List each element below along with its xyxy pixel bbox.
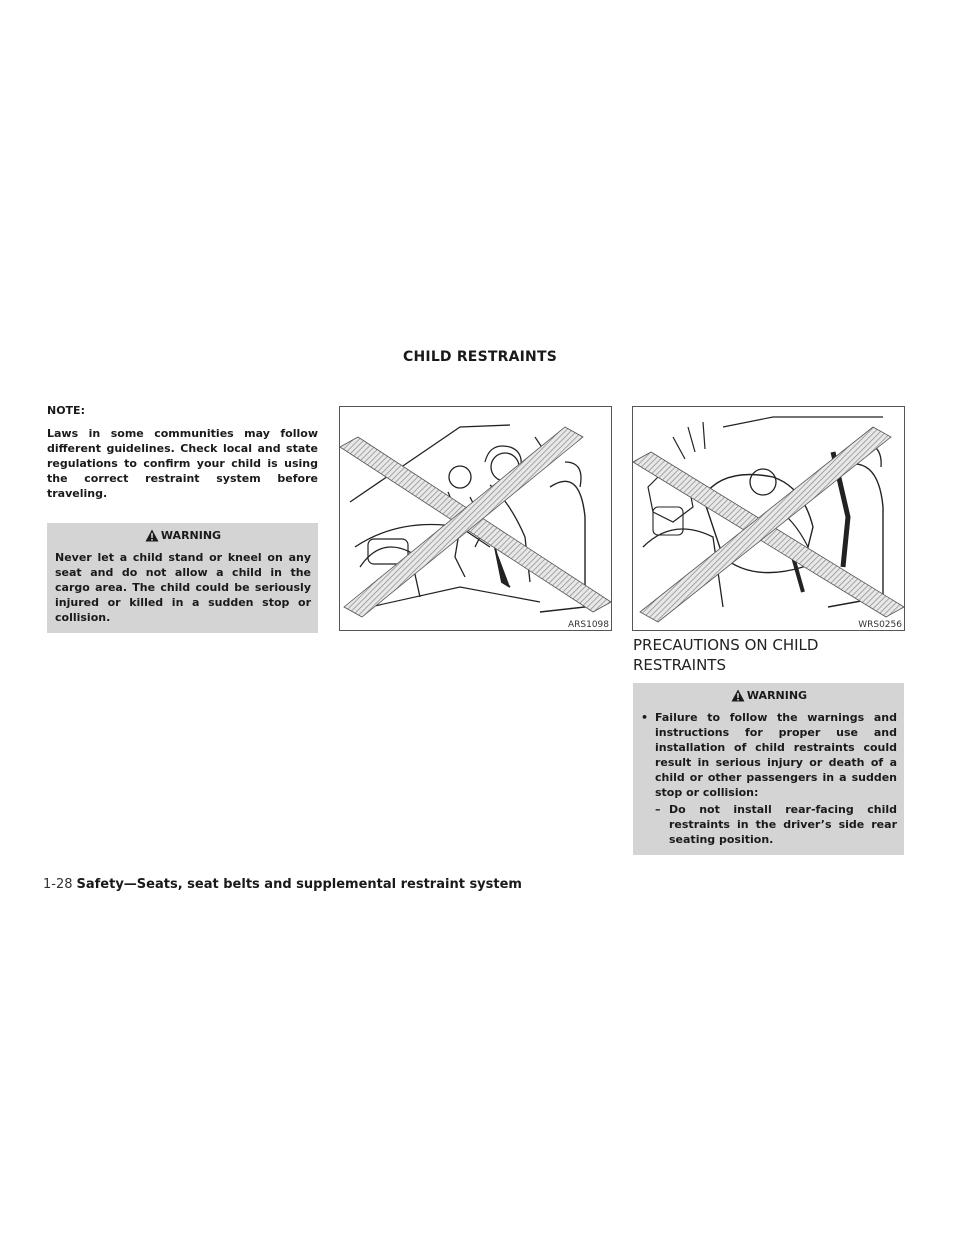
child-standing-illustration — [340, 407, 611, 630]
dash-mark: – — [655, 803, 661, 816]
precautions-heading: PRECAUTIONS ON CHILD RESTRAINTS — [633, 636, 819, 674]
warning-box — [633, 683, 904, 855]
bullet-text: Failure to follow the warnings and instructions for proper use and installation of child restraints could result in serious injury or death of a child or other passengers in a sudden stop or collision: — [655, 711, 897, 799]
left-column — [47, 404, 318, 633]
section-title: CHILD RESTRAINTS — [403, 349, 557, 365]
note-label: NOTE: — [47, 404, 85, 417]
warning-heading — [55, 529, 311, 542]
figure-child-standing — [339, 406, 612, 631]
warning-triangle-icon — [731, 689, 745, 702]
warning-heading-text: WARNING — [160, 529, 222, 542]
warning-triangle-icon — [145, 529, 159, 542]
figure-rear-facing-seat — [632, 406, 905, 631]
page-number: 1-28 — [43, 877, 73, 892]
page-footer — [43, 877, 522, 892]
dash-text: Do not install rear-facing child restraints in the driver’s side rear seating position. — [669, 803, 897, 846]
rear-facing-seat-illustration — [633, 407, 904, 630]
warning-bullet — [641, 710, 897, 800]
warning-sub-item — [641, 802, 897, 847]
warning-text: Never let a child stand or kneel on any seat and do not allow a child in the cargo area. The child could be seriously injured or killed in a sudden stop or collision. — [55, 551, 311, 624]
figure-code: ARS1098 — [567, 620, 609, 630]
chapter-title: Safety—Seats, seat belts and supplemental restraint system — [76, 877, 522, 892]
bullet-mark: • — [641, 711, 649, 724]
note-body: Laws in some communities may follow different guidelines. Check local and state regulations to confirm your child is using the correct restraint system before traveling. — [47, 427, 318, 500]
warning-heading — [641, 689, 897, 702]
right-column — [633, 683, 904, 855]
warning-box — [47, 523, 318, 633]
warning-heading-text: WARNING — [746, 689, 808, 702]
figure-code: WRS0256 — [858, 620, 902, 630]
